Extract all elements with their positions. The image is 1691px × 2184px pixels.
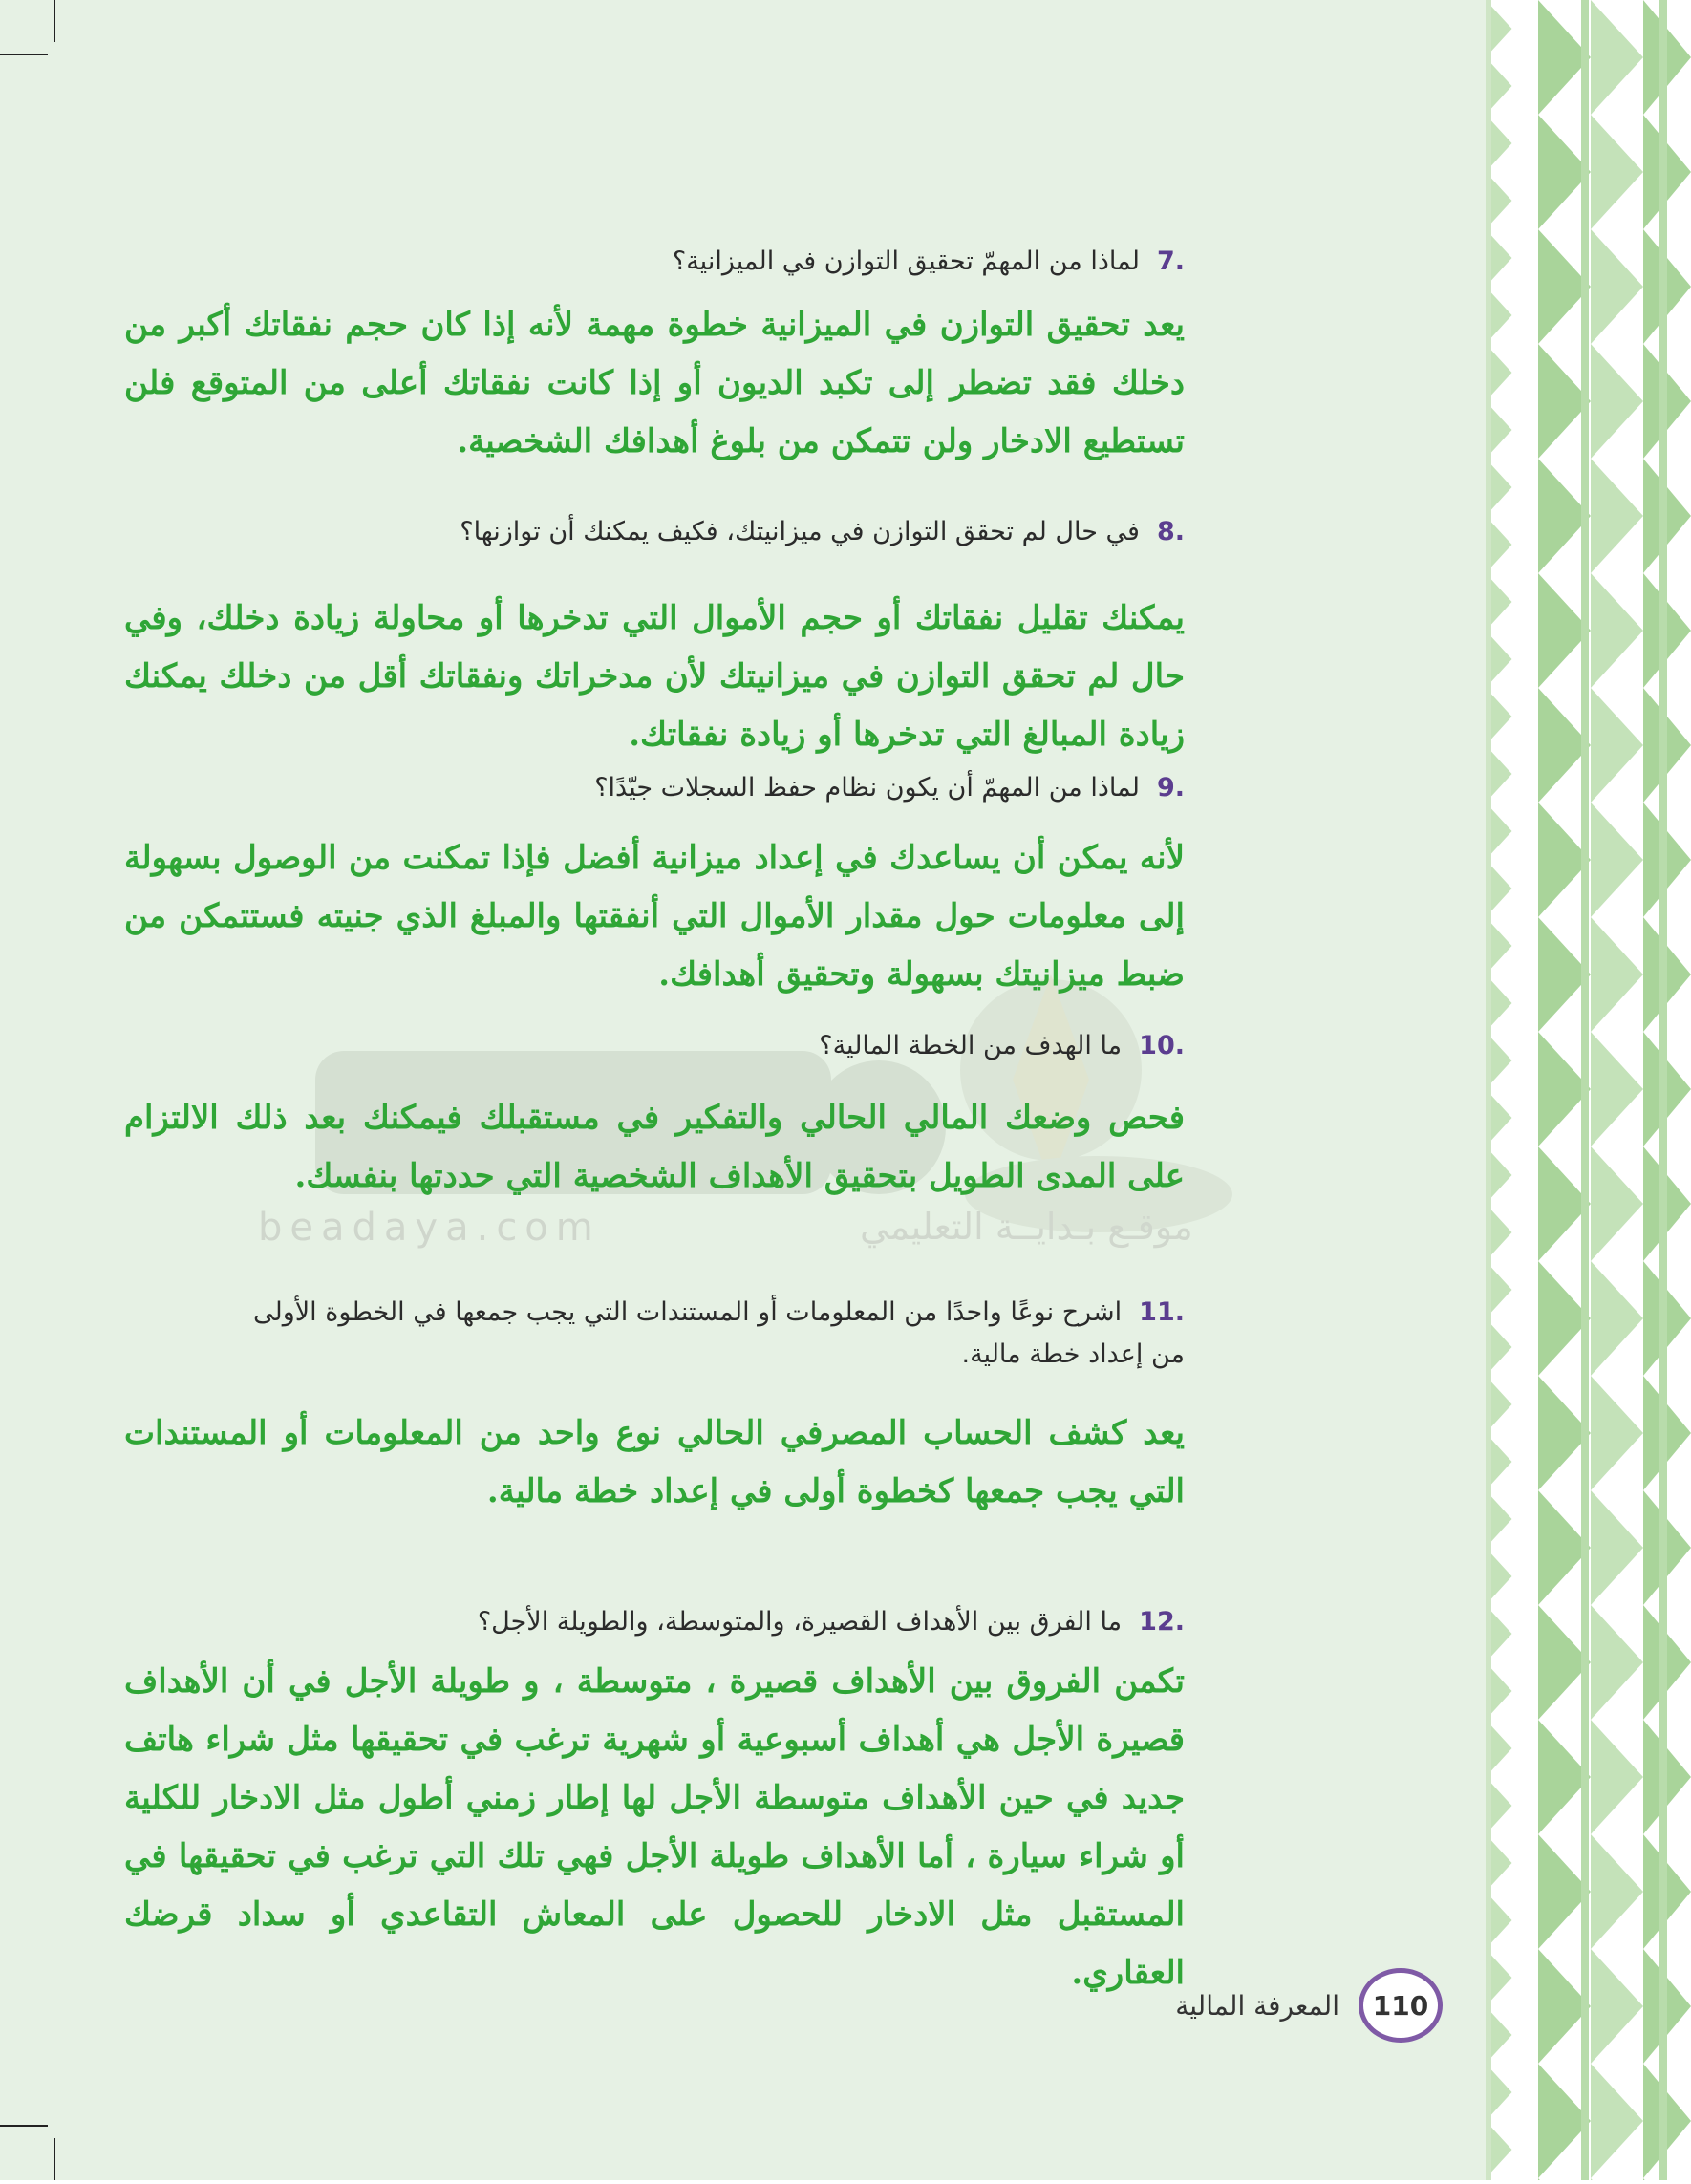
question-number: .11 [1139,1297,1185,1327]
question-text: ما الفرق بين الأهداف القصيرة، والمتوسطة، والطويلة الأجل؟ [477,1607,1123,1637]
decorative-border [1486,0,1691,2180]
question-text: لماذا من المهمّ تحقيق التوازن في الميزانية؟ [672,246,1140,276]
question-11 [229,1292,1185,1376]
question-number: .10 [1139,1031,1185,1060]
watermark-tagline: موقـع بـدايــة التعليمي [860,1206,1193,1248]
answer-7: يعد تحقيق التوازن في الميزانية خطوة مهمة لأنه إذا كان حجم نفقاتك أكبر من دخلك فقد تضطر إلى تكبد الديون أو إذا كانت نفقاتك أعلى من المتوقع فلن تستطيع الادخار ولن تتمكن من بلوغ أهدافك الشخصية. [124,306,1185,460]
answer-10: فحص وضعك المالي الحالي والتفكير في مستقبلك فيمكنك بعد ذلك الالتزام على المدى الطويل بتحقيق الأهداف الشخصية التي حددتها بنفسك. [124,1099,1185,1195]
book-title: المعرفة المالية [1175,1989,1339,2022]
watermark-site: beadaya.com [258,1206,601,1250]
question-text: اشرح نوعًا واحدًا من المعلومات أو المستندات التي يجب جمعها في الخطوة الأولى من إعداد خطة مالية. [252,1297,1185,1369]
page-number: 110 [1359,1968,1443,2043]
answer-12: تكمن الفروق بين الأهداف قصيرة ، متوسطة ، و طويلة الأجل في أن الأهداف قصيرة الأجل هي أهداف أسبوعية أو شهرية ترغب في تحقيقها مثل شراء هاتف جديد في حين الأهداف متوسطة الأجل لها إطار زمني أطول مثل الادخار للكلية أو شراء سيارة ، أما الأهداف طويلة الأجل فهي تلك التي ترغب في تحقيقها في المستقبل مثل الادخار للحصول على المعاش التقاعدي أو سداد قرضك العقاري. [124,1662,1185,1992]
question-7 [229,241,1185,283]
question-9 [229,767,1185,809]
question-8 [229,511,1185,553]
crop-mark [0,54,48,55]
question-10 [229,1025,1185,1067]
question-number: .12 [1139,1607,1185,1637]
crop-mark [54,0,55,42]
question-text: في حال لم تحقق التوازن في ميزانيتك، فكيف يمكنك أن توازنها؟ [460,517,1140,546]
page-footer [1175,1974,1443,2037]
question-12 [229,1601,1185,1643]
question-number: .7 [1156,246,1185,276]
question-text: ما الهدف من الخطة المالية؟ [819,1031,1123,1060]
crop-mark [0,2125,48,2127]
question-number: .9 [1156,773,1185,803]
question-text: لماذا من المهمّ أن يكون نظام حفظ السجلات جيّدًا؟ [594,773,1140,803]
answer-8: يمكنك تقليل نفقاتك أو حجم الأموال التي تدخرها أو محاولة زيادة دخلك، وفي حال لم تحقق التوازن في ميزانيتك لأن مدخراتك ونفقاتك أقل من دخلك يمكنك زيادة المبالغ التي تدخرها أو زيادة نفقاتك. [124,599,1185,754]
answer-9: لأنه يمكن أن يساعدك في إعداد ميزانية أفضل فإذا تمكنت من الوصول بسهولة إلى معلومات حول مقدار الأموال التي أنفقتها والمبلغ الذي جنيته فستتمكن من ضبط ميزانيتك بسهولة وتحقيق أهدافك. [124,839,1185,994]
question-number: .8 [1156,517,1185,546]
answer-11: يعد كشف الحساب المصرفي الحالي نوع واحد من المعلومات أو المستندات التي يجب جمعها كخطوة أولى في إعداد خطة مالية. [124,1414,1185,1510]
zigzag-border-pattern [1486,0,1691,2180]
crop-mark [54,2138,55,2180]
qa-content [124,0,1185,2180]
